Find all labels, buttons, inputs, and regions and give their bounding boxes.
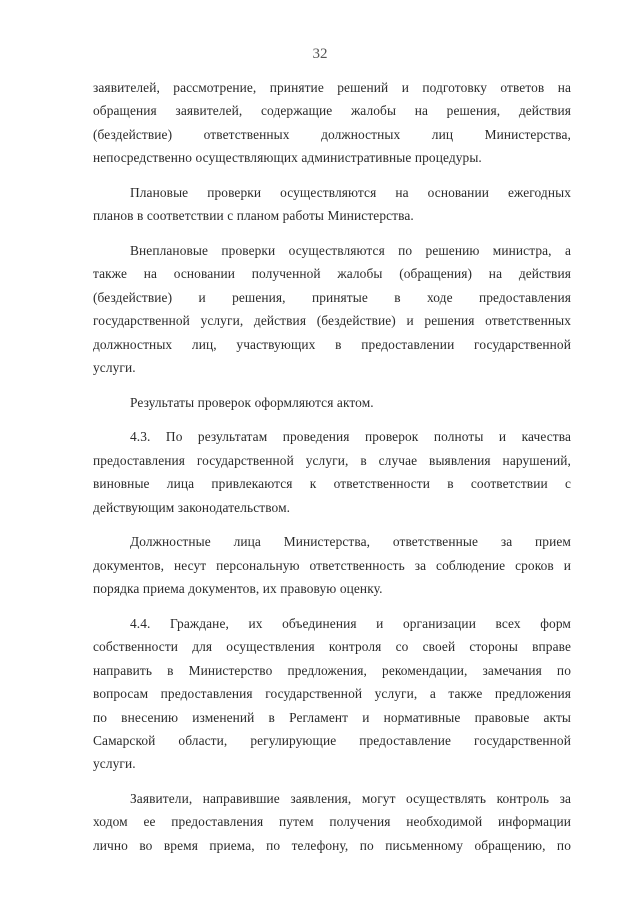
text-line: заявителей, рассмотрение, принятие решений и подготовку ответов на bbox=[93, 80, 571, 95]
paragraph-2 bbox=[93, 181, 571, 228]
text-line: государственной услуги, действия (бездействие) и решения ответственных bbox=[93, 313, 571, 329]
text-line: (бездействие) и решения, принятые в ходе предоставления bbox=[93, 289, 571, 305]
text-line: Результаты проверок оформляются актом. bbox=[130, 394, 374, 410]
text-line: непосредственно осуществляющих административные процедуры. bbox=[93, 150, 482, 166]
text-line: 4.3. По результатам проведения проверок полноты и качества bbox=[130, 429, 571, 445]
text-line: собственности для осуществления контроля со своей стороны вправе bbox=[93, 639, 571, 655]
text-line: Самарской области, регулирующие предоставление государственной bbox=[93, 732, 571, 748]
paragraph-4 bbox=[93, 391, 571, 414]
text-line: (бездействие) ответственных должностных лиц Министерства, bbox=[93, 126, 571, 142]
text-line: Должностные лица Министерства, ответственные за прием bbox=[130, 534, 571, 550]
text-line: 4.4. Граждане, их объединения и организации всех форм bbox=[130, 615, 571, 631]
text-line: должностных лиц, участвующих в предоставлении государственной bbox=[93, 336, 571, 352]
paragraph-5 bbox=[93, 425, 571, 519]
text-line: услуги. bbox=[93, 756, 136, 772]
text-line: Внеплановые проверки осуществляются по решению министра, а bbox=[130, 243, 571, 259]
paragraph-1 bbox=[93, 76, 571, 170]
text-line: ходом ее предоставления путем получения необходимой информации bbox=[93, 814, 571, 830]
text-line: действующим законодательством. bbox=[93, 499, 291, 515]
page-number: 32 bbox=[312, 46, 328, 62]
text-line: Заявители, направившие заявления, могут осуществлять контроль за bbox=[130, 791, 571, 807]
text-line: направить в Министерство предложения, рекомендации, замечания по bbox=[93, 662, 571, 678]
text-line: порядка приема документов, их правовую оценку. bbox=[93, 581, 383, 597]
paragraph-7 bbox=[93, 612, 571, 776]
text-line: также на основании полученной жалобы (обращения) на действия bbox=[93, 266, 571, 282]
text-line: виновные лица привлекаются к ответственности в соответствии с bbox=[93, 476, 571, 492]
document-body bbox=[93, 76, 571, 869]
paragraph-8 bbox=[93, 787, 571, 857]
paragraph-3 bbox=[93, 239, 571, 379]
text-line: вопросам предоставления государственной услуги, а также предложения bbox=[93, 686, 571, 702]
text-line: документов, несут персональную ответственность за соблюдение сроков и bbox=[93, 557, 571, 573]
text-line: услуги. bbox=[93, 360, 136, 376]
text-line: Плановые проверки осуществляются на основании ежегодных bbox=[130, 184, 571, 200]
text-line: по внесению изменений в Регламент и нормативные правовые акты bbox=[93, 709, 571, 725]
text-line: планов в соответствии с планом работы Министерства. bbox=[93, 208, 414, 224]
text-line: предоставления государственной услуги, в случае выявления нарушений, bbox=[93, 452, 571, 468]
paragraph-6 bbox=[93, 530, 571, 600]
text-line: лично во время приема, по телефону, по письменному обращению, по bbox=[93, 837, 571, 853]
text-line: обращения заявителей, содержащие жалобы на решения, действия bbox=[93, 103, 571, 119]
